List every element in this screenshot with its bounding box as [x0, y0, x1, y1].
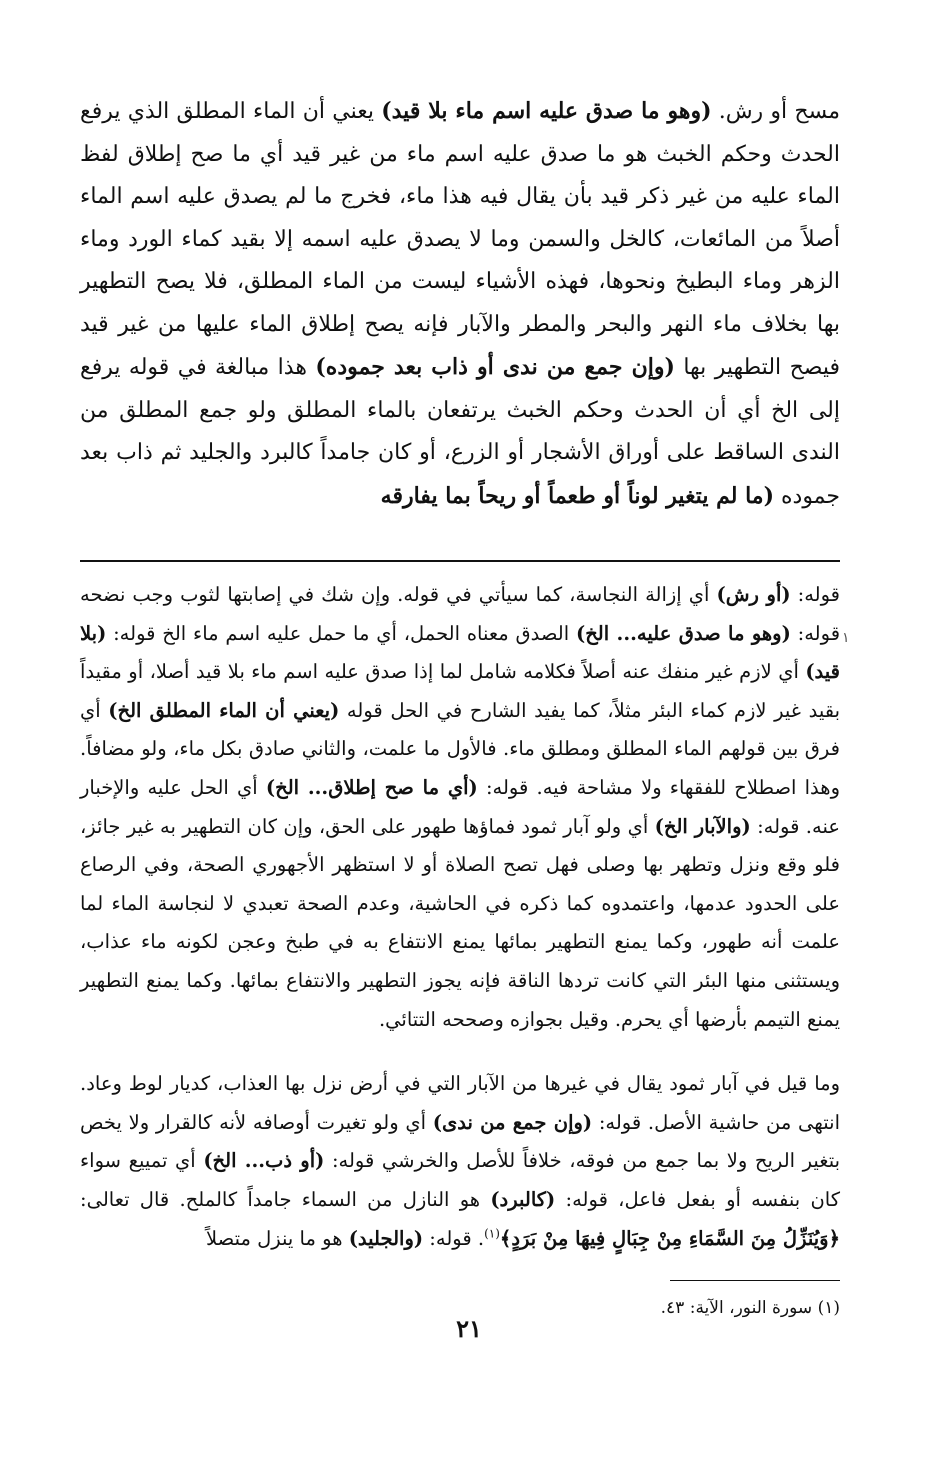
- commentary-paragraph-2: [80, 1065, 840, 1258]
- commentary-paragraph-1: [80, 576, 840, 1039]
- bold-phrase: (يعني أن الماء المطلق الخ): [108, 698, 340, 722]
- bold-phrase: (وإن جمع من ندى أو ذاب بعد جموده): [315, 354, 675, 380]
- text-run: يعني أن الماء المطلق الذي يرفع الحدث وحكم الخبث هو ما صدق عليه اسم ماء من غير قيد أي ما صح إطلاق لفظ الماء عليه من غير ذكر قيد بأن يقال فيه هذا ماء، فخرج ما لم يصدق عليه اسم الماء أصلاً من المائعات، كالخل والسمن وما لا يصدق عليه اسمه إلا بقيد كماء الورد وماء الزهر وماء البطيخ ونحوها، فهذه الأشياء ليست من الماء المطلق، فلا يصح التطهير بها بخلاف ماء النهر والبحر والمطر والآبار فإنه يصح إطلاق الماء عليها من غير قيد فيصح التطهير بها: [80, 99, 841, 380]
- text-run: الصدق معناه الحمل، أي ما حمل عليه اسم ماء الخ قوله:: [106, 621, 576, 645]
- footnote-separator-line: [670, 1280, 840, 1281]
- page-number: ٢١: [456, 1314, 482, 1343]
- commentary-paragraph-2-tail: [206, 1227, 484, 1250]
- bold-phrase: (وهو ما صدق عليه... الخ): [575, 621, 791, 645]
- text-run: هو النازل من السماء جامداً كالملح. قال تعالى:: [80, 1187, 491, 1211]
- text-run: أي فرق بين قولهم الماء المطلق ومطلق ماء. فالأول ما علمت، والثاني صادق بكل ماء، ولو مضافاً. وهذا اصطلاح للفقهاء ولا مشاحة فيه. قوله:: [80, 698, 840, 799]
- text-run: أي تمييع سواء كان بنفسه أو بفعل فاعل، قوله:: [80, 1149, 840, 1211]
- text-run: هو ما ينزل متصلاً: [206, 1226, 349, 1250]
- bold-phrase: (بلا قيد): [80, 621, 840, 684]
- main-text: [80, 90, 840, 518]
- book-page: [80, 90, 840, 1323]
- bold-phrase: (وإن جمع من ندى): [432, 1110, 593, 1134]
- quran-verse: ﴿وَيُنَزِّلُ مِنَ السَّمَاءِ مِنْ جِبَالٍ فِيهَا مِنْ بَرَدٍ﴾: [499, 1226, 840, 1250]
- bold-phrase: (وهو ما صدق عليه اسم ماء بلا قيد): [381, 98, 712, 124]
- text-run: قوله:: [790, 583, 841, 606]
- main-separator-line: [80, 560, 840, 562]
- bold-phrase: (ما لم يتغير لوناً أو طعماً أو ريحاً بما يفارقه: [380, 482, 774, 509]
- bold-phrase: (والآبار الخ): [654, 814, 751, 838]
- text-run: أي لازم غير منفك عنه أصلاً فكلامه شامل لما إذا صدق عليه اسم ماء بلا قيد أصلا، أو مقيداً بقيد غير لازم كماء البئر مثلاً، كما يفيد الشارح في الحل قوله: [80, 660, 841, 722]
- footnote-reference: (١): [484, 1226, 500, 1240]
- text-run: أي الحل عليه والإخبار عنه. قوله:: [80, 775, 840, 838]
- main-paragraph: [80, 90, 840, 518]
- text-run: أي ولو آبار ثمود فماؤها طهور على الحق، وإن كان التطهير به غير جائز، فلو وقع ونزل وتطهر بها وصلى فهل تصح الصلاة أو لا استظهر الأجهوري الصحة، وفي الرصاع على الحدود عدمها، واعتمدوه كما ذكره في الحاشية، وعدم الصحة تعبدي لا لنجاسة الماء لما علمت أنه طهور، وكما يمنع التطهير بمائها يمنع الانتفاع به في طبخ وعجن لكونه ماء عذاب، ويستثنى منها البئر التي كانت تردها الناقة فإنه يجوز التطهير والانتفاع بمائها. وكما يمنع التطهير يمنع التيمم بأرضها أي يحرم. وقيل بجوازه وصححه التتائي.: [80, 814, 840, 1031]
- footnote: (١) سورة النور، الآية: ٤٣.: [660, 1298, 840, 1319]
- bold-phrase: (والجليد): [348, 1226, 424, 1250]
- text-run: مسح أو رش.: [711, 99, 840, 124]
- commentary: [80, 576, 840, 1258]
- bold-phrase: (كالبرد): [490, 1187, 556, 1211]
- bold-phrase: (أو رش): [716, 583, 791, 606]
- text-run: أي إزالة النجاسة، كما سيأتي في قوله. وإن شك في إصابتها لثوب وجب نضحه قوله:: [80, 583, 841, 645]
- commentary-paragraph-2-body: [80, 1072, 840, 1211]
- text-run: أي ولو تغيرت أوصافه لأنه كالقرار ولا يخص بتغير الريح ولا بما جمع من فوقه، خلافاً للأصل والخرشي قوله:: [80, 1110, 841, 1173]
- text-run: هذا مبالغة في قوله يرفع إلى الخ أي أن الحدث وحكم الخبث يرتفعان بالماء المطلق ولو جمع المطلق من الندى الساقط على أوراق الأشجار أو الزرع، أو كان جامداً كالبرد والجليد ثم ذاب بعد جموده: [80, 355, 840, 509]
- margin-mark: ١: [842, 630, 850, 646]
- bold-phrase: (أو ذب... الخ): [203, 1149, 325, 1173]
- text-run: وما قيل في آبار ثمود يقال في غيرها من الآبار التي في أرض نزل بها العذاب، كديار لوط وعاد. انتهى من حاشية الأصل. قوله:: [80, 1072, 840, 1134]
- bold-phrase: (أي ما صح إطلاق... الخ): [265, 775, 478, 799]
- text-run: . قوله:: [423, 1226, 485, 1250]
